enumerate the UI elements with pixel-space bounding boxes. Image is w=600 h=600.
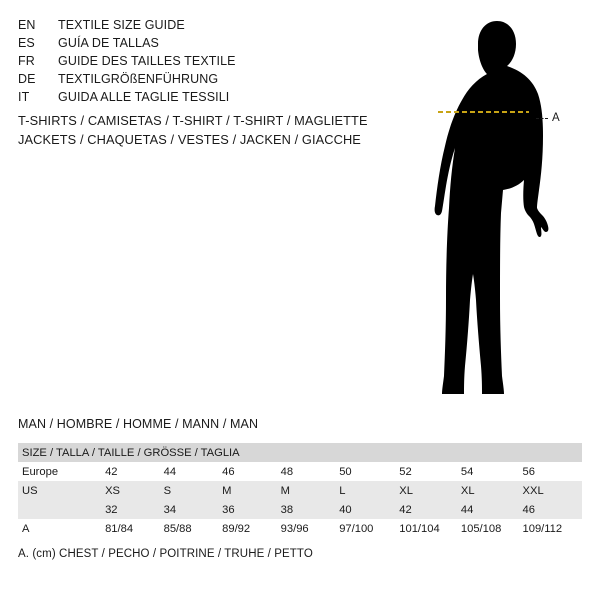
cell: XS [103,481,162,500]
language-code: DE [18,72,36,86]
row-label [18,500,103,519]
cell: 42 [397,500,459,519]
table-row [18,481,582,500]
cell: 101/104 [397,519,459,538]
language-code: FR [18,54,35,68]
language-list [18,16,378,106]
cell: 32 [103,500,162,519]
cell: 48 [279,462,338,481]
cell: 40 [337,500,397,519]
garment-category-list [18,111,398,149]
cell: 36 [220,500,279,519]
language-code: ES [18,36,35,50]
body-silhouette-figure [400,8,600,408]
marker-label-a: A [552,112,560,124]
language-text: TEXTILE SIZE GUIDE [58,18,185,32]
language-code: EN [18,18,36,32]
cell: M [220,481,279,500]
cell: 97/100 [337,519,397,538]
cell: XL [397,481,459,500]
marker-dash-icon [536,118,548,119]
cell: 46 [521,500,582,519]
cell: XL [459,481,521,500]
language-row [18,70,378,88]
footnote: A. (cm) CHEST / PECHO / POITRINE / TRUHE / PETTO [18,548,313,560]
man-silhouette-icon [400,8,600,408]
cell: 85/88 [162,519,221,538]
row-label: A [18,519,103,538]
cell: 50 [337,462,397,481]
category-jackets: JACKETS / CHAQUETAS / VESTES / JACKEN / GIACCHE [18,132,361,147]
row-label: Europe [18,462,103,481]
language-row [18,34,378,52]
size-table [18,443,582,538]
cell: 34 [162,500,221,519]
cell: XXL [521,481,582,500]
language-text: GUIDA ALLE TAGLIE TESSILI [58,90,230,104]
table-header-label: SIZE / TALLA / TAILLE / GRÖSSE / TAGLIA [18,443,582,462]
cell: 81/84 [103,519,162,538]
cell: 44 [459,500,521,519]
category-tshirts: T-SHIRTS / CAMISETAS / T-SHIRT / T-SHIRT / MAGLIETTE [18,113,368,128]
cell: M [279,481,338,500]
cell: L [337,481,397,500]
table-section-title: MAN / HOMBRE / HOMME / MANN / MAN [18,417,259,431]
table-row [18,462,582,481]
table-header-row [18,443,582,462]
cell: 89/92 [220,519,279,538]
cell: S [162,481,221,500]
language-text: GUÍA DE TALLAS [58,36,159,50]
cell: 42 [103,462,162,481]
cell: 54 [459,462,521,481]
cell: 52 [397,462,459,481]
language-row [18,16,378,34]
language-code: IT [18,90,30,104]
cell: 56 [521,462,582,481]
cell: 38 [279,500,338,519]
cell: 44 [162,462,221,481]
cell: 109/112 [521,519,582,538]
table-row [18,519,582,538]
cell: 46 [220,462,279,481]
language-row [18,88,378,106]
language-text: TEXTILGRÖßENFÜHRUNG [58,72,219,86]
language-row [18,52,378,70]
table-row [18,500,582,519]
language-text: GUIDE DES TAILLES TEXTILE [58,54,236,68]
cell: 105/108 [459,519,521,538]
row-label: US [18,481,103,500]
cell: 93/96 [279,519,338,538]
